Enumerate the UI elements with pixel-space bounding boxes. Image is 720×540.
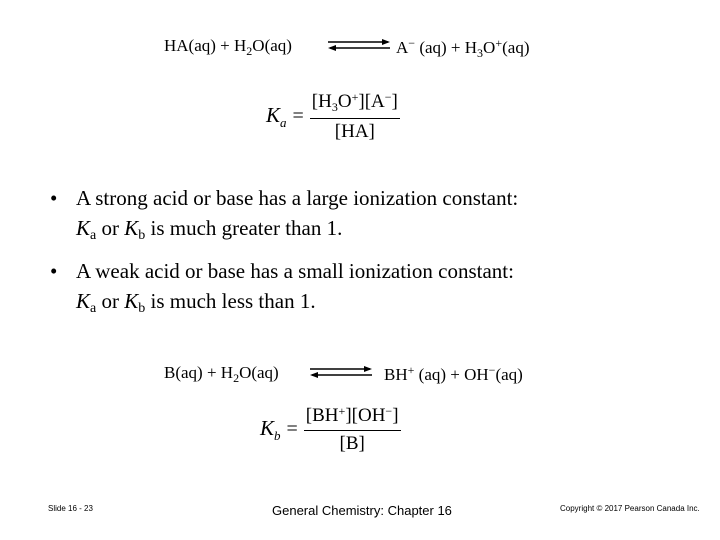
ka-equals: =	[292, 105, 304, 127]
ka-numerator	[310, 90, 400, 119]
kb-numerator	[304, 404, 401, 431]
kb-formula	[260, 404, 401, 455]
bullet-strong-line2	[50, 213, 518, 251]
kb-num-2: ][OH	[345, 405, 386, 426]
equilibrium-arrows-icon	[308, 365, 374, 379]
copyright: Copyright © 2017 Pearson Canada Inc.	[560, 504, 700, 513]
bullet-strong-or: or	[96, 216, 125, 240]
ka-formula	[266, 90, 400, 143]
ka-num-sup-2: −	[384, 90, 392, 104]
bullet-weak-k1: K	[76, 289, 91, 313]
bullet-strong-k2: K	[124, 216, 139, 240]
kb-num-sup-2: −	[385, 404, 393, 418]
bullet-strong	[50, 183, 518, 251]
eq2-right-text-2: (aq) + OH	[414, 365, 489, 384]
eq1-left-subscript: 2	[246, 44, 253, 58]
eq1-right	[396, 36, 529, 61]
kb-symbol	[260, 416, 281, 444]
ka-num-2: O	[337, 91, 352, 112]
kb-num-3: ]	[392, 405, 399, 426]
eq2-right-sup-2: −	[488, 363, 496, 377]
kb-num-sup: +	[338, 404, 346, 418]
eq2-left-text-2: O(aq)	[239, 363, 279, 382]
ka-subscript: a	[280, 114, 287, 130]
kb-subscript: b	[274, 427, 281, 443]
eq2-left-text: B(aq) + H	[164, 363, 234, 382]
ka-symbol	[266, 103, 287, 131]
acid-ionization-equation	[164, 36, 292, 59]
bullet-weak-k2: K	[124, 289, 139, 313]
eq1-right-sup-2: +	[495, 36, 503, 50]
ka-fraction	[310, 90, 400, 143]
bullet-weak-rest: is much less than 1.	[145, 289, 316, 313]
eq1-right-text-3: O	[483, 38, 496, 57]
bullet-weak-k1-sub: a	[90, 301, 97, 316]
bullet-strong-rest: is much greater than 1.	[145, 216, 343, 240]
ka-num-sub: 3	[331, 100, 338, 114]
eq1-left	[164, 36, 292, 58]
bullet-weak-line2	[50, 286, 514, 324]
ka-num-sup: +	[351, 90, 359, 104]
eq2-right-text: BH	[384, 365, 408, 384]
eq1-right-sub: 3	[477, 46, 484, 60]
bullet-weak	[50, 256, 514, 324]
bullet-strong-line1: A strong acid or base has a large ionization constant:	[76, 186, 519, 210]
bullet-icon: •	[50, 186, 58, 210]
eq2-right	[384, 363, 523, 385]
base-ionization-equation	[164, 363, 279, 386]
eq1-right-sup: −	[408, 36, 416, 50]
bullet-strong-k1: K	[76, 216, 91, 240]
ka-num-1: [H	[311, 91, 332, 112]
bullet-strong-k1-sub: a	[90, 228, 97, 243]
bullet-weak-or: or	[96, 289, 125, 313]
bullet-weak-line1: A weak acid or base has a small ionization constant:	[76, 259, 514, 283]
eq1-right-text-2: (aq) + H	[415, 38, 478, 57]
eq1-left-text-2: O(aq)	[252, 36, 292, 55]
kb-denominator: [B]	[339, 433, 365, 454]
ka-num-4: ]	[391, 91, 398, 112]
eq2-left-sub: 2	[233, 371, 240, 385]
ka-k: K	[266, 102, 281, 127]
kb-equals: =	[286, 418, 298, 440]
bullet-weak-k2-sub: b	[138, 301, 146, 316]
bullet-icon: •	[50, 259, 58, 283]
kb-num-1: [BH	[305, 405, 339, 426]
ka-denominator: [HA]	[334, 121, 375, 142]
bullet-strong-k2-sub: b	[138, 228, 146, 243]
kb-k: K	[260, 415, 275, 440]
eq2-right-sup: +	[407, 363, 415, 377]
eq1-right-text-4: (aq)	[502, 38, 530, 57]
eq2-right-text-3: (aq)	[495, 365, 523, 384]
kb-fraction	[304, 404, 401, 455]
ka-num-3: ][A	[358, 91, 385, 112]
eq1-left-text: HA(aq) + H	[164, 36, 247, 55]
eq1-right-text: A	[396, 38, 409, 57]
footer-title: General Chemistry: Chapter 16	[272, 503, 452, 518]
equilibrium-arrows-icon	[326, 38, 392, 52]
slide-number: Slide 16 - 23	[48, 504, 93, 513]
